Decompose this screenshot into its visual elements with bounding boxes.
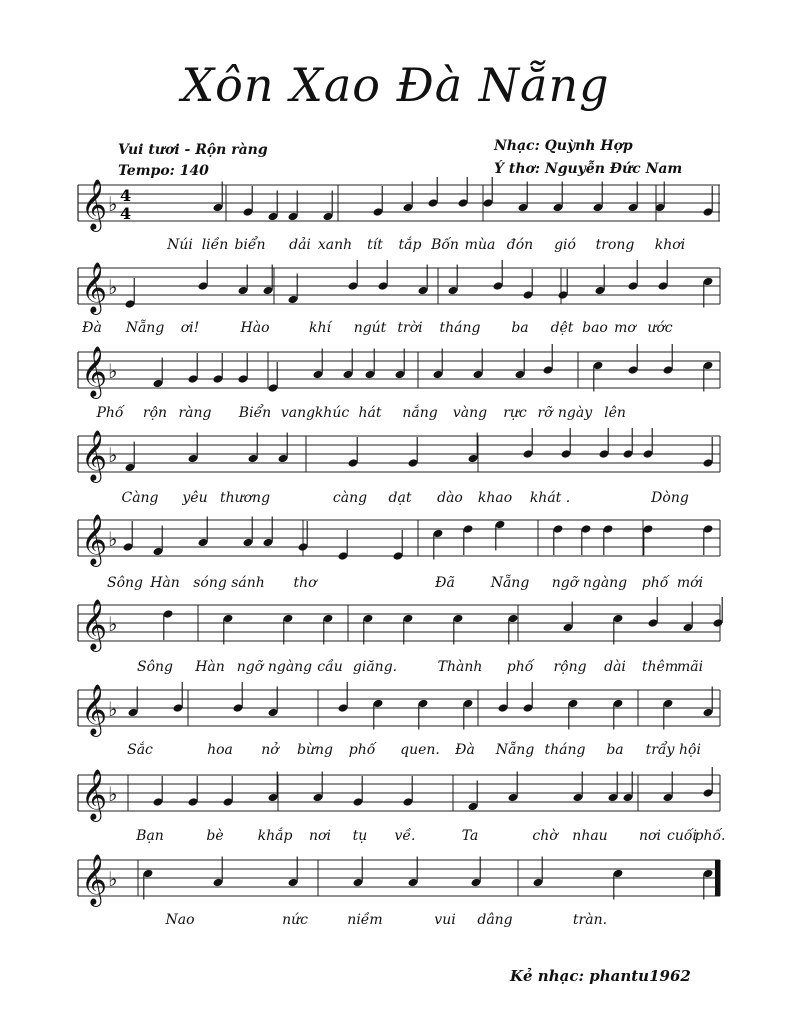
lyric-word: ngút [353, 320, 387, 336]
lyric-word: khao [477, 490, 513, 506]
music-note [433, 349, 444, 380]
lyric-word: ba [606, 742, 624, 758]
lyric-word: xanh [317, 237, 353, 253]
treble-clef-icon: 𝄞 [81, 514, 108, 565]
lyric-word: càng [332, 490, 368, 506]
music-note [508, 772, 519, 803]
lyric-word: biển [234, 237, 266, 253]
lyric-word: ràng [178, 405, 212, 421]
music-note [613, 699, 624, 730]
music-note [153, 776, 164, 807]
lyric-word: nức [282, 912, 308, 928]
lyric-word: mới [676, 575, 704, 591]
music-note [663, 699, 674, 730]
music-note [683, 602, 694, 633]
lyric-word: dào [437, 490, 463, 506]
music-note [561, 428, 572, 459]
music-note [198, 517, 209, 548]
lyric-word: bè [206, 828, 224, 844]
music-note [471, 857, 482, 888]
time-signature-top: 4 [120, 186, 132, 205]
treble-clef-icon: 𝄞 [81, 262, 108, 313]
music-note [418, 699, 429, 730]
music-note [365, 349, 376, 380]
lyric-word: rỡ [537, 405, 553, 421]
music-note [278, 433, 289, 464]
music-note [558, 269, 569, 300]
music-note [188, 353, 199, 384]
lyric-word: ngỡ [551, 575, 579, 591]
composer-credit: Nhạc: Quỳnh Hợp [494, 138, 633, 154]
music-note [523, 682, 534, 713]
lyric-word: niềm [347, 912, 383, 928]
lyric-word: hoa [207, 742, 233, 758]
music-note [603, 524, 614, 555]
music-note [581, 524, 592, 555]
treble-clef-icon: 𝄞 [81, 684, 108, 735]
lyric-word: Hàn [150, 575, 180, 591]
music-note [153, 358, 164, 389]
lyric-word: Ta [461, 828, 479, 844]
staff-system [78, 684, 720, 735]
music-note [663, 772, 674, 803]
lyric-word: vang [280, 405, 316, 421]
lyric-word: dải [289, 237, 311, 253]
music-note [553, 524, 564, 555]
lyric-word: mơ [614, 320, 636, 336]
time-signature-bottom: 4 [120, 204, 132, 223]
lyric-word: Đã [435, 575, 455, 591]
lyric-word: liền [201, 237, 229, 253]
music-note [243, 186, 254, 217]
staff-svg [78, 346, 720, 397]
lyric-word: Đà [455, 742, 475, 758]
treble-clef-icon: 𝄞 [81, 179, 108, 230]
music-note [268, 687, 279, 718]
music-note [338, 530, 349, 561]
lyric-word: Phố [96, 405, 124, 421]
music-note [418, 265, 429, 296]
lyric-word: trẩy [645, 742, 675, 758]
music-note [403, 182, 414, 213]
lyric-word: khơi [654, 237, 686, 253]
music-note [599, 428, 610, 459]
flat-key-signature-icon: ♭ [108, 527, 118, 551]
lyric-word: dạt [388, 490, 412, 506]
music-note [373, 699, 384, 730]
lyric-word: giăng. [352, 659, 398, 675]
lyric-word: Dòng [651, 490, 689, 506]
music-note [268, 362, 279, 393]
lyric-word: nắng [402, 405, 438, 421]
music-note [628, 344, 639, 375]
treble-clef-icon: 𝄞 [81, 430, 108, 481]
flat-key-signature-icon: ♭ [108, 867, 118, 891]
lyric-word: ơi! [180, 320, 200, 336]
treble-clef-icon: 𝄞 [81, 854, 108, 905]
music-note [613, 869, 624, 900]
music-note [648, 597, 659, 628]
lyric-word: thương [219, 490, 271, 506]
lyric-word: Đà [82, 320, 102, 336]
music-note [508, 614, 519, 645]
music-note [123, 521, 134, 552]
music-note [453, 614, 464, 645]
lyric-word: hát [358, 405, 382, 421]
music-note [523, 269, 534, 300]
music-note [153, 526, 164, 557]
lyric-word: gió [554, 237, 576, 253]
music-note [313, 349, 324, 380]
lyric-word: khát . [529, 490, 571, 506]
lyric-word: yêu [182, 490, 208, 506]
music-note [703, 186, 714, 217]
lyric-word: bao [582, 320, 608, 336]
lyric-word: phố. [694, 828, 726, 844]
music-note [613, 614, 624, 645]
music-note [703, 277, 714, 308]
music-note [568, 699, 579, 730]
music-note [268, 772, 279, 803]
lyric-word: vàng [452, 405, 488, 421]
lyric-word: ngỡ [236, 659, 264, 675]
flat-key-signature-icon: ♭ [108, 275, 118, 299]
lyric-word: tràn. [572, 912, 608, 928]
lyric-word: rực [503, 405, 527, 421]
music-note [288, 857, 299, 888]
music-note [268, 191, 279, 222]
music-note [703, 524, 714, 555]
lyric-word: vui [434, 912, 456, 928]
music-note [323, 191, 334, 222]
music-note [213, 182, 224, 213]
music-note [393, 530, 404, 561]
lyric-word: Biển [238, 405, 272, 421]
music-note [483, 177, 494, 208]
staff-svg [78, 769, 720, 820]
lyric-word: ước [647, 320, 673, 336]
music-note [628, 182, 639, 213]
music-note [713, 597, 724, 628]
lyric-word: Sắc [127, 742, 153, 758]
lyric-word: Bạn [136, 828, 164, 844]
music-note [408, 437, 419, 468]
music-note [238, 353, 249, 384]
music-note [343, 349, 354, 380]
lyric-word: ngày [557, 405, 593, 421]
staff-system [78, 179, 720, 230]
music-note [518, 182, 529, 213]
music-note [323, 614, 334, 645]
lyric-word: tháng [544, 742, 586, 758]
music-note [403, 776, 414, 807]
lyric-word: Sông [137, 659, 173, 675]
music-note [403, 614, 414, 645]
lyric-word: mùa [464, 237, 496, 253]
music-note [498, 682, 509, 713]
music-note [463, 699, 474, 730]
music-note [198, 260, 209, 291]
music-note [233, 682, 244, 713]
music-note [703, 361, 714, 392]
flat-key-signature-icon: ♭ [108, 697, 118, 721]
lyric-word: dệt [550, 320, 574, 336]
music-note [313, 772, 324, 803]
music-note [243, 517, 254, 548]
treble-clef-icon: 𝄞 [81, 599, 108, 650]
tempo-label: Tempo: 140 [118, 163, 209, 179]
music-note [473, 349, 484, 380]
lyric-word: dâng [477, 912, 513, 928]
music-note [468, 781, 479, 812]
music-note [448, 265, 459, 296]
lyric-word: quen. [400, 742, 440, 758]
lyric-word: lên [604, 405, 626, 421]
music-note [595, 265, 606, 296]
lyric-word: Hào [240, 320, 270, 336]
music-note [283, 614, 294, 645]
music-note [573, 772, 584, 803]
lyric-word: thơ [293, 575, 317, 591]
staff-svg [78, 430, 720, 481]
music-note [593, 182, 604, 213]
music-note [515, 349, 526, 380]
lyric-word: tháng [439, 320, 481, 336]
staff-system [78, 430, 720, 481]
music-note [338, 682, 349, 713]
lyric-word: dài [604, 659, 626, 675]
lyric-word: khắp [257, 828, 293, 844]
lyric-word: phố [506, 659, 534, 675]
music-note [348, 437, 359, 468]
lyric-word: ngàng [582, 575, 628, 591]
music-note [373, 186, 384, 217]
music-note [623, 772, 634, 803]
music-note [223, 614, 234, 645]
music-note [458, 177, 469, 208]
lyric-word: tít [367, 237, 383, 253]
music-note [408, 857, 419, 888]
lyric-word: Nẵng [495, 742, 535, 758]
music-note [468, 433, 479, 464]
lyric-word: Núi [167, 237, 193, 253]
music-note [288, 274, 299, 305]
flat-key-signature-icon: ♭ [108, 782, 118, 806]
engraver-credit: Kẻ nhạc: phantu1962 [510, 967, 691, 985]
staff-svg [78, 684, 720, 735]
music-note [543, 344, 554, 375]
lyric-word: ba [511, 320, 529, 336]
music-note [348, 260, 359, 291]
music-note [163, 609, 174, 640]
music-note [703, 437, 714, 468]
music-note [593, 361, 604, 392]
final-barline [715, 860, 720, 896]
treble-clef-icon: 𝄞 [81, 346, 108, 397]
staff-system [78, 514, 720, 565]
music-note [263, 517, 274, 548]
music-note [628, 260, 639, 291]
staff-svg [78, 262, 720, 313]
music-note [248, 433, 259, 464]
music-note [288, 191, 299, 222]
music-note [523, 428, 534, 459]
lyric-word: khúc [314, 405, 350, 421]
music-note [128, 687, 139, 718]
music-note [703, 687, 714, 718]
flat-key-signature-icon: ♭ [108, 359, 118, 383]
music-note [623, 428, 634, 459]
lyric-word: rộn [142, 405, 168, 421]
lyric-word: tụ [352, 828, 368, 844]
music-note [703, 767, 714, 798]
lyric-word: tắp [398, 237, 422, 253]
lyric-word: hội [679, 742, 701, 758]
lyric-word: sánh [231, 575, 265, 591]
staff-svg [78, 854, 720, 905]
music-note [173, 682, 184, 713]
music-note [643, 428, 654, 459]
music-note [493, 260, 504, 291]
song-title: Xôn Xao Đà Nẵng [181, 58, 610, 112]
music-note [143, 869, 154, 900]
music-note [463, 524, 474, 555]
flat-key-signature-icon: ♭ [108, 612, 118, 636]
music-note [378, 260, 389, 291]
lyric-word: Bốn [431, 237, 459, 253]
staff-system [78, 346, 720, 397]
music-note [125, 278, 136, 309]
music-note [553, 182, 564, 213]
lyric-word: thêm [641, 659, 679, 675]
treble-clef-icon: 𝄞 [81, 769, 108, 820]
music-note [663, 344, 674, 375]
lyric-word: khí [309, 320, 331, 336]
lyric-word: đón [506, 237, 534, 253]
music-note [533, 857, 544, 888]
lyric-word: Thành [437, 659, 483, 675]
lyric-word: Nẵng [490, 575, 530, 591]
music-note [188, 433, 199, 464]
lyric-word: phố [348, 742, 376, 758]
lyric-word: nở [261, 742, 279, 758]
lyric-word: sóng [193, 575, 227, 591]
lyric-word: mãi [676, 659, 704, 675]
music-note [703, 869, 714, 900]
staff-svg [78, 514, 720, 565]
staff-svg [78, 599, 720, 650]
lyric-word: Nẵng [125, 320, 165, 336]
music-note [495, 520, 506, 551]
flat-key-signature-icon: ♭ [108, 192, 118, 216]
lyric-word: về. [394, 828, 416, 844]
music-note [125, 442, 136, 473]
music-note [223, 776, 234, 807]
tempo-marking: Vui tươi - Rộn ràng [118, 142, 268, 158]
music-note [353, 857, 364, 888]
lyric-word: nhau [572, 828, 608, 844]
lyric-word: cầu [317, 659, 343, 675]
staff-system [78, 262, 720, 313]
staff-system [78, 769, 720, 820]
lyric-word: chờ [532, 828, 558, 844]
music-note [433, 529, 444, 560]
music-note [213, 857, 224, 888]
lyric-word: rộng [553, 659, 587, 675]
music-note [563, 602, 574, 633]
staff-system [78, 599, 720, 650]
music-note [353, 776, 364, 807]
lyric-word: phố [641, 575, 669, 591]
lyric-word: cuối [667, 828, 697, 844]
music-note [428, 177, 439, 208]
lyric-word: Hàn [195, 659, 225, 675]
lyric-word: Sông [107, 575, 143, 591]
lyric-word: Nao [165, 912, 195, 928]
music-note [188, 776, 199, 807]
lyric-word: trong [595, 237, 635, 253]
music-note [395, 349, 406, 380]
staff-system [78, 854, 720, 905]
poet-credit: Ý thơ: Nguyễn Đức Nam [494, 161, 683, 177]
lyric-word: bừng [297, 742, 333, 758]
lyric-word: nơi [639, 828, 661, 844]
lyric-word: trời [397, 320, 423, 336]
music-note [263, 265, 274, 296]
music-note [608, 772, 619, 803]
music-note [238, 265, 249, 296]
lyric-word: Càng [121, 490, 159, 506]
music-note [363, 614, 374, 645]
flat-key-signature-icon: ♭ [108, 443, 118, 467]
staff-svg [78, 179, 720, 230]
lyric-word: nơi [309, 828, 331, 844]
music-note [643, 524, 654, 555]
music-note [213, 353, 224, 384]
lyric-word: ngàng [267, 659, 313, 675]
music-note [658, 260, 669, 291]
